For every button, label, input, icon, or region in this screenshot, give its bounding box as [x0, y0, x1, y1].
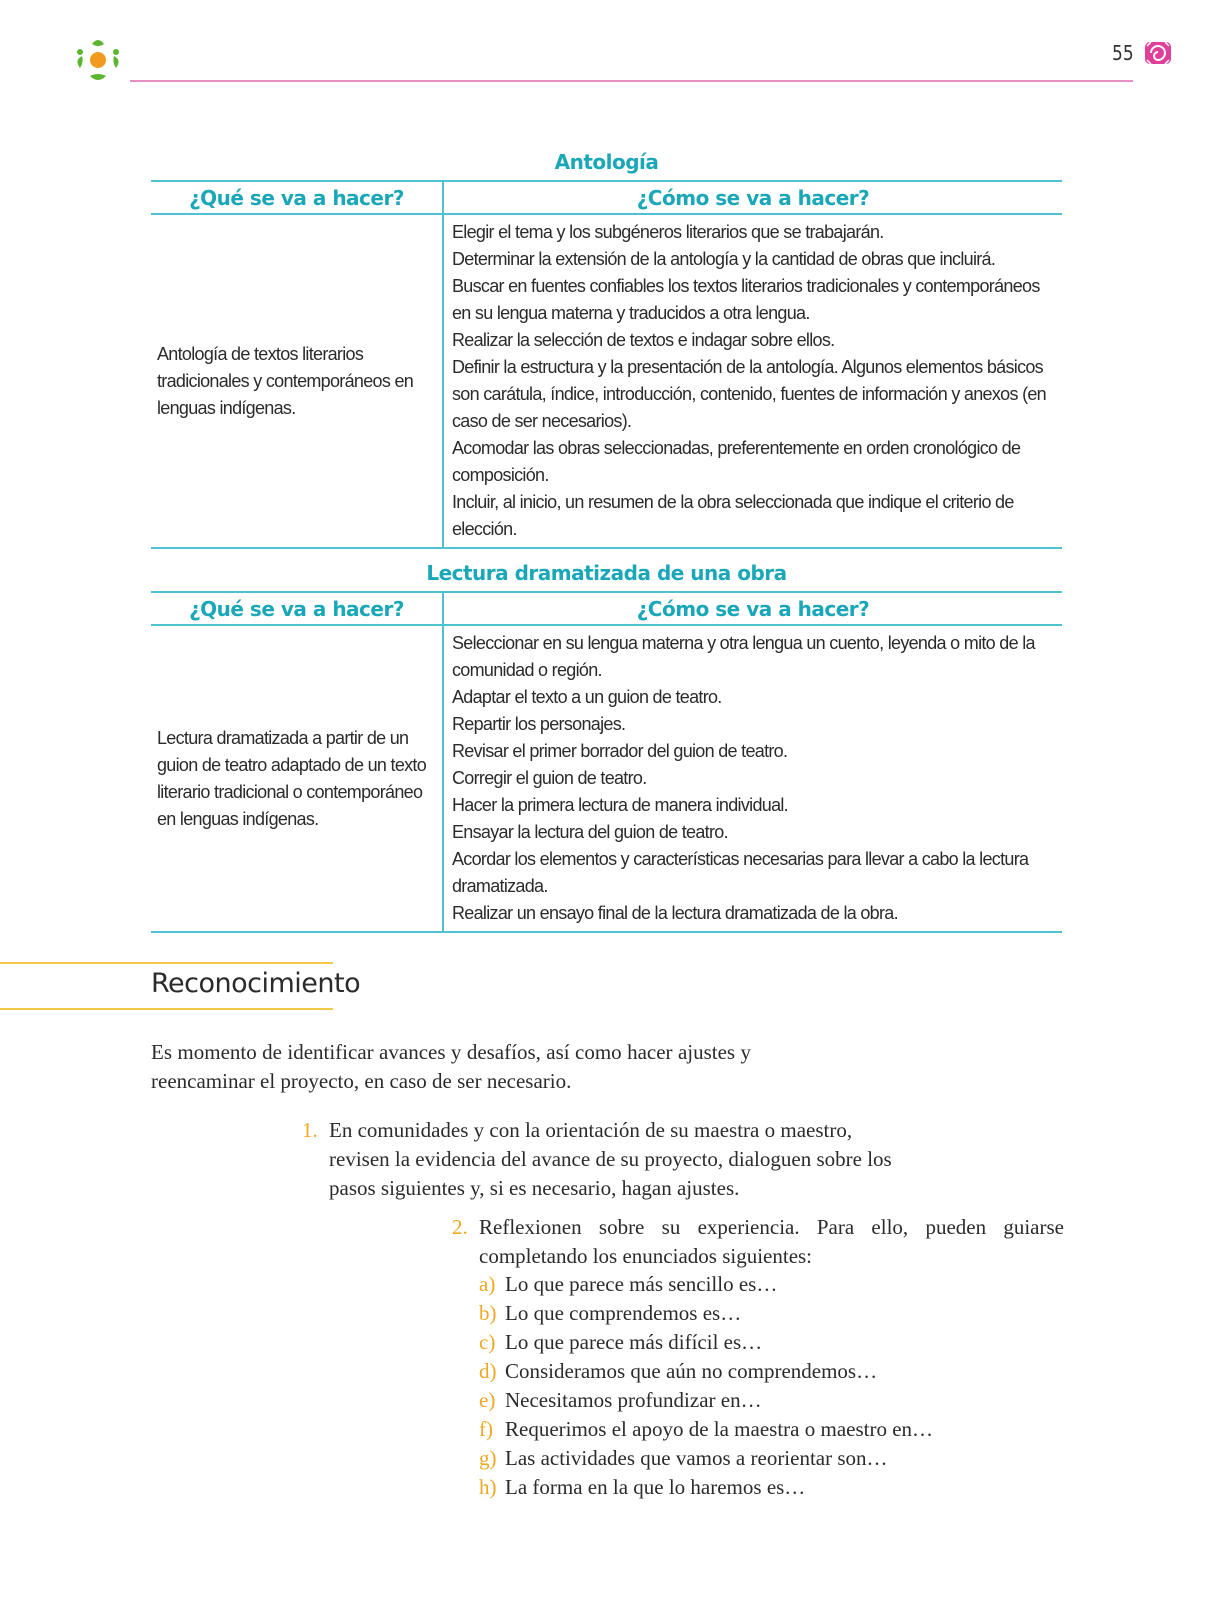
how-cell — [443, 625, 1062, 932]
list-item — [479, 1357, 1079, 1386]
list-item: Adaptar el texto a un guion de teatro. — [452, 687, 722, 707]
list-item: Elegir el tema y los subgéneros literarios que se trabajarán. — [452, 222, 884, 242]
list-item: Ensayar la lectura del guion de teatro. — [452, 822, 728, 842]
col-how-header: ¿Cómo se va a hacer? — [443, 592, 1062, 625]
item-letter: h) — [479, 1475, 497, 1499]
list-item: Definir la estructura y la presentación de la antología. Algunos elementos básicos son carátula, índice, introducción, contenido, fuentes de información y anexos (en caso de ser necesarios). — [452, 357, 1046, 431]
what-cell: Antología de textos literarios tradicionales y contemporáneos en lenguas indígenas. — [151, 214, 443, 548]
list-item: Repartir los personajes. — [452, 714, 626, 734]
header-rule — [130, 80, 1133, 82]
list-item — [479, 1444, 1079, 1473]
flower-logo-icon — [70, 32, 126, 88]
list-item — [479, 1299, 1079, 1328]
item-text: Lo que comprendemos es… — [505, 1301, 742, 1325]
item-letter: d) — [479, 1359, 497, 1383]
item-letter: f) — [479, 1417, 493, 1441]
intro-paragraph: Es momento de identificar avances y desafíos, así como hacer ajustes y reencaminar el proyecto, en caso de ser necesario. — [151, 1040, 751, 1093]
step-number: 2. — [452, 1215, 468, 1239]
item-letter: e) — [479, 1388, 496, 1412]
antologia-table — [151, 180, 1062, 549]
col-what-header: ¿Qué se va a hacer? — [151, 592, 443, 625]
item-letter: a) — [479, 1272, 496, 1296]
item-text: Necesitamos profundizar en… — [505, 1388, 762, 1412]
what-cell: Lectura dramatizada a partir de un guion de teatro adaptado de un texto literario tradicional o contemporáneo en lenguas indígenas. — [151, 625, 443, 932]
list-item: Buscar en fuentes confiables los textos literarios tradicionales y contemporáneos en su lengua materna y traducidos a otra lengua. — [452, 276, 1040, 323]
lectura-table — [151, 591, 1062, 933]
list-item: Realizar un ensayo final de la lectura dramatizada de la obra. — [452, 903, 898, 923]
section-rule-top — [0, 962, 333, 964]
list-item: Realizar la selección de textos e indagar sobre ellos. — [452, 330, 835, 350]
step-number: 1. — [302, 1118, 318, 1142]
sentence-list — [479, 1270, 1079, 1502]
list-item: Corregir el guion de teatro. — [452, 768, 647, 788]
step-text: En comunidades y con la orientación de su maestra o maestro, revisen la evidencia del avance de su proyecto, dialoguen sobre los pasos siguientes y, si es necesario, hagan ajustes. — [329, 1118, 892, 1200]
list-item: Acomodar las obras seleccionadas, preferentemente en orden cronológico de composición. — [452, 438, 1021, 485]
item-text: Lo que parece más sencillo es… — [505, 1272, 778, 1296]
page-number: 55 — [1112, 41, 1134, 65]
step-1 — [302, 1116, 904, 1203]
col-what-header: ¿Qué se va a hacer? — [151, 181, 443, 214]
table-row — [151, 625, 1062, 932]
how-cell — [443, 214, 1062, 548]
item-letter: b) — [479, 1301, 497, 1325]
list-item: Revisar el primer borrador del guion de teatro. — [452, 741, 788, 761]
list-item: Seleccionar en su lengua materna y otra lengua un cuento, leyenda o mito de la comunidad o región. — [452, 633, 1035, 680]
item-text: Las actividades que vamos a reorientar son… — [505, 1446, 888, 1470]
item-text: La forma en la que lo haremos es… — [505, 1475, 806, 1499]
list-item: Acordar los elementos y características necesarias para llevar a cabo la lectura dramatizada. — [452, 849, 1029, 896]
list-item — [479, 1270, 1079, 1299]
list-item — [479, 1415, 1079, 1444]
item-text: Requerimos el apoyo de la maestra o maestro en… — [505, 1417, 934, 1441]
step-text: Reflexionen sobre su experiencia. Para ello, pueden guiarse completando los enunciados siguientes: — [479, 1215, 1064, 1268]
section-rule-bottom — [0, 1008, 333, 1010]
section-title: Reconocimiento — [151, 968, 361, 999]
step-2 — [452, 1213, 1064, 1271]
list-item: Incluir, al inicio, un resumen de la obra seleccionada que indique el criterio de elección. — [452, 492, 1014, 539]
list-item — [479, 1328, 1079, 1357]
col-how-header: ¿Cómo se va a hacer? — [443, 181, 1062, 214]
item-letter: g) — [479, 1446, 497, 1470]
list-item — [479, 1473, 1079, 1502]
item-text: Consideramos que aún no comprendemos… — [505, 1359, 878, 1383]
list-item: Determinar la extensión de la antología y la cantidad de obras que incluirá. — [452, 249, 996, 269]
lectura-title: Lectura dramatizada de una obra — [426, 561, 787, 585]
project-tables — [151, 150, 1062, 933]
list-item — [479, 1386, 1079, 1415]
table-row — [151, 214, 1062, 548]
spiral-ornament-icon — [1143, 38, 1173, 68]
item-text: Lo que parece más difícil es… — [505, 1330, 763, 1354]
list-item: Hacer la primera lectura de manera individual. — [452, 795, 788, 815]
item-letter: c) — [479, 1330, 496, 1354]
antologia-title: Antología — [554, 150, 659, 174]
